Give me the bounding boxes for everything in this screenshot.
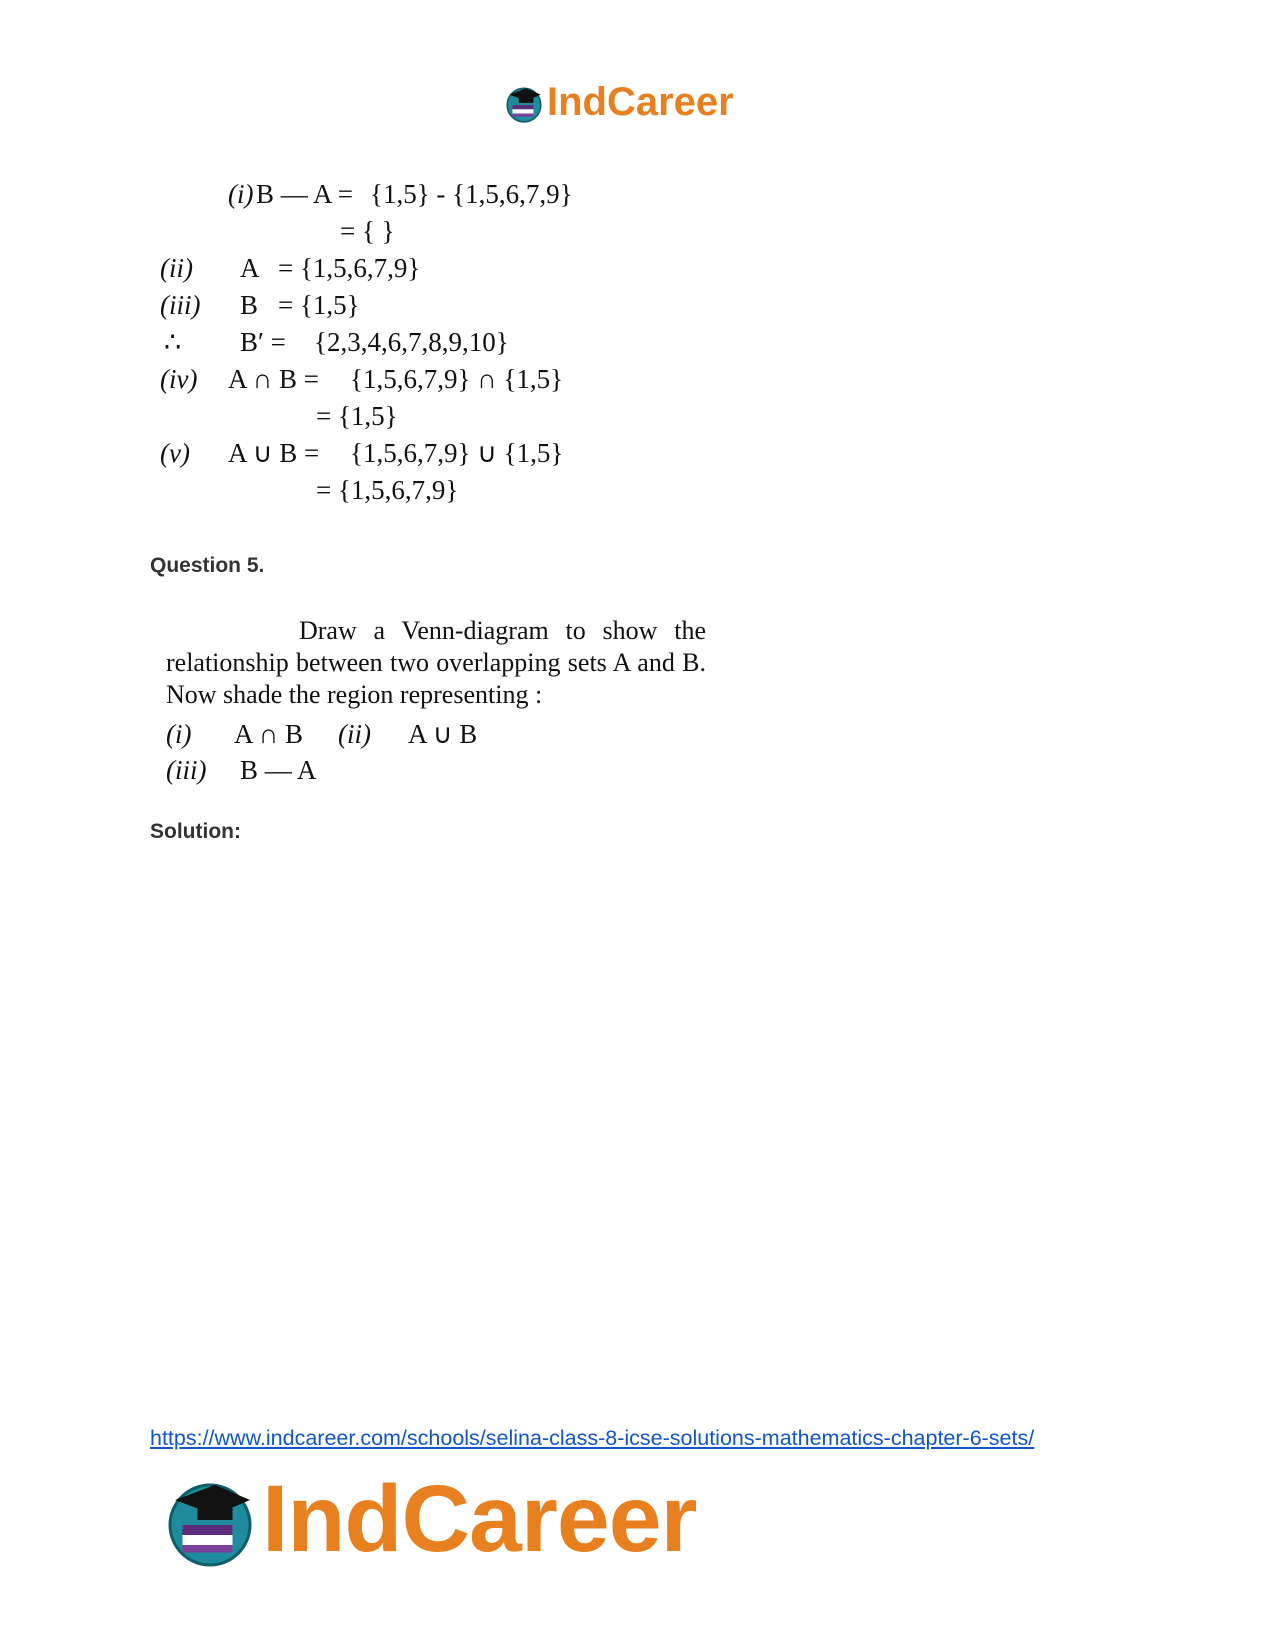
logo-text: IndCareer [547, 80, 734, 124]
option-expr: A ∪ B [408, 719, 478, 749]
line-lhs: A ∪ B = [228, 438, 320, 468]
line-rhs: = {1,5,6,7,9} [316, 475, 459, 505]
line-rhs: {1,5,6,7,9} ∩ {1,5} [350, 364, 564, 394]
line-label: (i) [228, 179, 254, 209]
line-lhs: B — A = [256, 179, 354, 209]
option-label: (ii) [338, 719, 371, 749]
option-label: (iii) [166, 755, 207, 785]
line-lhs: B [240, 290, 259, 320]
solution-line [160, 472, 600, 509]
source-link[interactable]: https://www.indcareer.com/schools/selina-class-8-icse-solutions-mathematics-chapter-6-sets/ [150, 1426, 1035, 1450]
solution-line [160, 287, 600, 324]
solution-line [160, 250, 600, 287]
solution-line [160, 435, 600, 472]
option-label: (i) [166, 719, 192, 749]
line-label: (v) [160, 438, 190, 468]
solution-line [160, 324, 600, 361]
solution-heading: Solution: [150, 820, 241, 843]
previous-solution [160, 176, 600, 509]
line-rhs: {2,3,4,6,7,8,9,10} [314, 327, 509, 357]
header-logo [503, 80, 734, 125]
line-rhs: {1,5,6,7,9} ∪ {1,5} [350, 438, 564, 468]
question-text [166, 615, 706, 711]
graduation-cap-icon [503, 82, 545, 124]
line-label: (iv) [160, 364, 198, 394]
option-expr: B — A [240, 755, 317, 785]
footer-logo [160, 1465, 697, 1574]
line-rhs: = {1,5} [278, 290, 360, 320]
option-expr: A ∩ B [234, 719, 304, 749]
question-paragraph: Draw a Venn-diagram to show the relationship between two overlapping sets A and B. Now shade the region representing : [166, 616, 706, 709]
line-rhs: = { } [340, 216, 395, 246]
solution-line [160, 176, 600, 213]
line-lhs: A [240, 253, 260, 283]
solution-line [160, 213, 600, 250]
line-label: (ii) [160, 253, 193, 283]
line-lhs: B′ = [240, 327, 286, 357]
logo-text: IndCareer [262, 1466, 697, 1572]
line-rhs: {1,5} - {1,5,6,7,9} [370, 179, 573, 209]
solution-line [160, 398, 600, 435]
solution-line [160, 361, 600, 398]
line-rhs: = {1,5} [316, 401, 398, 431]
line-label: (iii) [160, 290, 201, 320]
line-lhs: A ∩ B = [228, 364, 319, 394]
question-heading: Question 5. [150, 554, 265, 577]
therefore-symbol: ∴ [164, 327, 182, 357]
graduation-cap-icon [160, 1470, 260, 1570]
line-rhs: = {1,5,6,7,9} [278, 253, 421, 283]
